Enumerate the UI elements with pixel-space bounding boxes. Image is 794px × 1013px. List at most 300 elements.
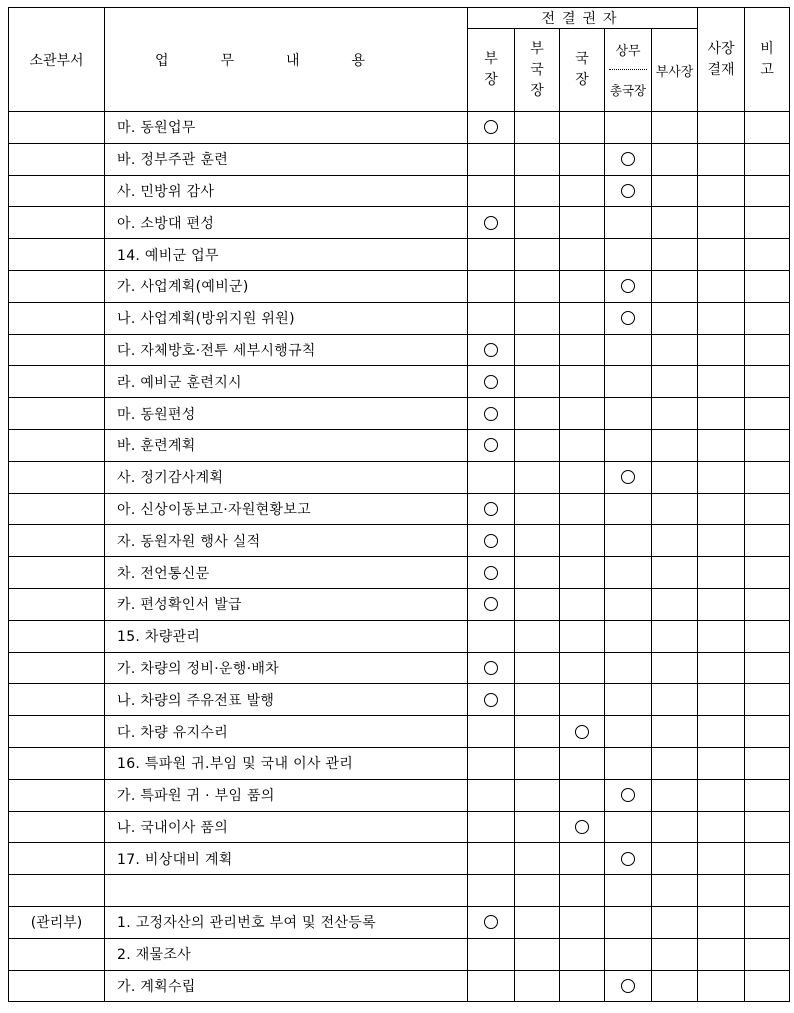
header-bu-1: 부: [484, 51, 498, 67]
mark-cell-guk: [560, 588, 605, 620]
header-bu: [468, 29, 515, 112]
table-row: [9, 175, 790, 207]
approval-circle-icon: [621, 184, 635, 198]
mark-cell-sang: [605, 143, 652, 175]
mark-cell-bu: [468, 684, 515, 716]
mark-cell-busa: [652, 843, 698, 875]
mark-cell-buguk: [515, 811, 560, 843]
approval-circle-icon: [484, 375, 498, 389]
table-row: [9, 652, 790, 684]
mark-cell-guk: [560, 684, 605, 716]
header-sangmu: 상무: [615, 43, 641, 59]
dept-cell: [9, 143, 105, 175]
dept-cell: [9, 207, 105, 239]
mark-cell-sajang: [698, 429, 745, 461]
table-row: [9, 112, 790, 144]
dept-cell: [9, 652, 105, 684]
table-row: [9, 239, 790, 271]
approval-circle-icon: [484, 534, 498, 548]
mark-cell-buguk: [515, 684, 560, 716]
mark-cell-guk: [560, 207, 605, 239]
mark-cell-busa: [652, 239, 698, 271]
mark-cell-sang: [605, 906, 652, 938]
mark-cell-sajang: [698, 970, 745, 1002]
task-cell: 가. 계획수립: [105, 970, 468, 1002]
mark-cell-buguk: [515, 112, 560, 144]
header-bu-2: 장: [484, 72, 498, 88]
dept-cell: [9, 588, 105, 620]
mark-cell-busa: [652, 747, 698, 779]
mark-cell-busa: [652, 366, 698, 398]
mark-cell-busa: [652, 875, 698, 907]
task-cell: 아. 소방대 편성: [105, 207, 468, 239]
mark-cell-guk: [560, 302, 605, 334]
header-buguk-3: 장: [530, 82, 544, 99]
mark-cell-buguk: [515, 429, 560, 461]
mark-cell-bigo: [745, 493, 790, 525]
approval-circle-icon: [484, 216, 498, 230]
task-cell: 마. 동원편성: [105, 398, 468, 430]
mark-cell-bu: [468, 875, 515, 907]
table-row: [9, 970, 790, 1002]
approval-circle-icon: [484, 343, 498, 357]
mark-cell-guk: [560, 239, 605, 271]
header-guk: [560, 29, 605, 112]
table-row: [9, 747, 790, 779]
mark-cell-busa: [652, 906, 698, 938]
mark-cell-buguk: [515, 906, 560, 938]
mark-cell-bu: [468, 716, 515, 748]
mark-cell-sajang: [698, 398, 745, 430]
mark-cell-sang: [605, 716, 652, 748]
mark-cell-buguk: [515, 843, 560, 875]
mark-cell-sajang: [698, 620, 745, 652]
table-row: [9, 906, 790, 938]
table-row: [9, 207, 790, 239]
task-cell: 1. 고정자산의 관리번호 부여 및 전산등록: [105, 906, 468, 938]
mark-cell-buguk: [515, 302, 560, 334]
mark-cell-guk: [560, 970, 605, 1002]
approval-circle-icon: [484, 438, 498, 452]
header-bigo-line1: 비: [760, 40, 774, 57]
task-cell: 바. 정부주관 훈련: [105, 143, 468, 175]
mark-cell-bigo: [745, 970, 790, 1002]
mark-cell-sang: [605, 334, 652, 366]
mark-cell-busa: [652, 207, 698, 239]
header-chongguk: 총국장: [609, 83, 647, 98]
mark-cell-sajang: [698, 652, 745, 684]
mark-cell-guk: [560, 398, 605, 430]
mark-cell-busa: [652, 779, 698, 811]
mark-cell-busa: [652, 557, 698, 589]
header-task: 업무내용: [105, 8, 468, 112]
table-row: [9, 938, 790, 970]
mark-cell-sajang: [698, 875, 745, 907]
approval-circle-icon: [484, 597, 498, 611]
mark-cell-sang: [605, 588, 652, 620]
table-row: [9, 461, 790, 493]
mark-cell-guk: [560, 493, 605, 525]
mark-cell-sang: [605, 875, 652, 907]
mark-cell-sang: [605, 112, 652, 144]
mark-cell-sajang: [698, 143, 745, 175]
mark-cell-bu: [468, 747, 515, 779]
approval-circle-icon: [621, 311, 635, 325]
mark-cell-buguk: [515, 143, 560, 175]
mark-cell-busa: [652, 938, 698, 970]
task-cell: 15. 차량관리: [105, 620, 468, 652]
mark-cell-bu: [468, 906, 515, 938]
header-guk-1: 국: [575, 51, 589, 67]
mark-cell-buguk: [515, 970, 560, 1002]
table-row: [9, 143, 790, 175]
mark-cell-guk: [560, 906, 605, 938]
mark-cell-bu: [468, 302, 515, 334]
mark-cell-bigo: [745, 525, 790, 557]
mark-cell-bu: [468, 779, 515, 811]
mark-cell-bu: [468, 334, 515, 366]
dept-cell: [9, 970, 105, 1002]
task-cell: 17. 비상대비 계획: [105, 843, 468, 875]
table-row: [9, 811, 790, 843]
table-row: [9, 525, 790, 557]
mark-cell-sang: [605, 270, 652, 302]
mark-cell-guk: [560, 747, 605, 779]
task-cell: 다. 자체방호·전투 세부시행규칙: [105, 334, 468, 366]
header-sajang-line1: 사장: [707, 40, 735, 57]
dept-cell: (관리부): [9, 906, 105, 938]
mark-cell-sang: [605, 779, 652, 811]
approval-circle-icon: [484, 661, 498, 675]
mark-cell-buguk: [515, 938, 560, 970]
mark-cell-sajang: [698, 334, 745, 366]
task-cell: 나. 국내이사 품의: [105, 811, 468, 843]
header-buguk-2: 국: [530, 61, 544, 78]
approval-circle-icon: [621, 852, 635, 866]
mark-cell-bigo: [745, 366, 790, 398]
mark-cell-bu: [468, 175, 515, 207]
mark-cell-bu: [468, 557, 515, 589]
table-row: [9, 716, 790, 748]
mark-cell-sang: [605, 747, 652, 779]
task-cell: 카. 편성확인서 발급: [105, 588, 468, 620]
table-row: [9, 843, 790, 875]
table-row: [9, 270, 790, 302]
dept-cell: [9, 747, 105, 779]
mark-cell-sang: [605, 684, 652, 716]
approval-circle-icon: [621, 279, 635, 293]
dept-cell: [9, 525, 105, 557]
approval-circle-icon: [484, 693, 498, 707]
task-cell: 가. 특파원 귀 · 부임 품의: [105, 779, 468, 811]
mark-cell-sajang: [698, 843, 745, 875]
mark-cell-buguk: [515, 461, 560, 493]
mark-cell-buguk: [515, 239, 560, 271]
mark-cell-busa: [652, 684, 698, 716]
table-row: [9, 366, 790, 398]
mark-cell-sang: [605, 811, 652, 843]
table-row: [9, 493, 790, 525]
dept-cell: [9, 334, 105, 366]
mark-cell-guk: [560, 334, 605, 366]
mark-cell-bigo: [745, 207, 790, 239]
task-cell: 사. 민방위 감사: [105, 175, 468, 207]
mark-cell-bigo: [745, 143, 790, 175]
mark-cell-sang: [605, 557, 652, 589]
mark-cell-bigo: [745, 716, 790, 748]
mark-cell-busa: [652, 652, 698, 684]
dept-cell: [9, 620, 105, 652]
approval-circle-icon: [484, 407, 498, 421]
mark-cell-sajang: [698, 684, 745, 716]
header-sajang: [698, 8, 745, 112]
table-row: [9, 557, 790, 589]
dept-cell: [9, 557, 105, 589]
task-cell: 자. 동원자원 행사 실적: [105, 525, 468, 557]
mark-cell-guk: [560, 143, 605, 175]
mark-cell-busa: [652, 493, 698, 525]
dept-cell: [9, 429, 105, 461]
table-row: [9, 684, 790, 716]
dept-cell: [9, 875, 105, 907]
task-cell: 나. 사업계획(방위지원 위원): [105, 302, 468, 334]
task-cell: 가. 차량의 정비·운행·배차: [105, 652, 468, 684]
mark-cell-bu: [468, 366, 515, 398]
header-guk-2: 장: [575, 72, 589, 88]
mark-cell-bigo: [745, 398, 790, 430]
mark-cell-guk: [560, 557, 605, 589]
mark-cell-busa: [652, 143, 698, 175]
mark-cell-busa: [652, 302, 698, 334]
mark-cell-bigo: [745, 652, 790, 684]
mark-cell-bu: [468, 143, 515, 175]
mark-cell-buguk: [515, 207, 560, 239]
mark-cell-bigo: [745, 747, 790, 779]
mark-cell-buguk: [515, 398, 560, 430]
task-cell: 16. 특파원 귀.부임 및 국내 이사 관리: [105, 747, 468, 779]
task-cell: 마. 동원업무: [105, 112, 468, 144]
mark-cell-bigo: [745, 270, 790, 302]
mark-cell-sang: [605, 620, 652, 652]
header-dept: 소관부서: [9, 8, 105, 112]
approval-circle-icon: [575, 820, 589, 834]
approval-circle-icon: [621, 470, 635, 484]
table-row: [9, 588, 790, 620]
mark-cell-buguk: [515, 175, 560, 207]
mark-cell-buguk: [515, 493, 560, 525]
mark-cell-busa: [652, 112, 698, 144]
mark-cell-guk: [560, 716, 605, 748]
mark-cell-sajang: [698, 207, 745, 239]
mark-cell-bu: [468, 429, 515, 461]
task-cell: 바. 훈련계획: [105, 429, 468, 461]
mark-cell-bigo: [745, 175, 790, 207]
mark-cell-buguk: [515, 525, 560, 557]
mark-cell-sang: [605, 302, 652, 334]
mark-cell-bu: [468, 811, 515, 843]
mark-cell-bigo: [745, 112, 790, 144]
mark-cell-guk: [560, 429, 605, 461]
mark-cell-bu: [468, 270, 515, 302]
header-approval-group: 전결권자: [468, 8, 698, 29]
mark-cell-bigo: [745, 588, 790, 620]
mark-cell-bu: [468, 398, 515, 430]
dept-cell: [9, 938, 105, 970]
mark-cell-sang: [605, 525, 652, 557]
mark-cell-bu: [468, 239, 515, 271]
mark-cell-guk: [560, 525, 605, 557]
mark-cell-sajang: [698, 302, 745, 334]
mark-cell-sajang: [698, 906, 745, 938]
mark-cell-buguk: [515, 270, 560, 302]
mark-cell-busa: [652, 461, 698, 493]
mark-cell-busa: [652, 334, 698, 366]
mark-cell-bu: [468, 938, 515, 970]
mark-cell-sang: [605, 843, 652, 875]
task-cell: 다. 차량 유지수리: [105, 716, 468, 748]
task-cell: 2. 재물조사: [105, 938, 468, 970]
mark-cell-sajang: [698, 747, 745, 779]
mark-cell-guk: [560, 620, 605, 652]
task-cell: 나. 차량의 주유전표 발행: [105, 684, 468, 716]
mark-cell-buguk: [515, 588, 560, 620]
header-bigo-line2: 고: [760, 61, 774, 78]
mark-cell-sang: [605, 175, 652, 207]
mark-cell-bu: [468, 843, 515, 875]
header-sangmu-chongguk: [605, 29, 652, 112]
mark-cell-sajang: [698, 461, 745, 493]
header-bigo: [745, 8, 790, 112]
dept-cell: [9, 811, 105, 843]
mark-cell-bigo: [745, 461, 790, 493]
task-cell: 가. 사업계획(예비군): [105, 270, 468, 302]
mark-cell-bigo: [745, 811, 790, 843]
mark-cell-sajang: [698, 588, 745, 620]
mark-cell-bu: [468, 970, 515, 1002]
mark-cell-bigo: [745, 429, 790, 461]
mark-cell-bigo: [745, 843, 790, 875]
mark-cell-buguk: [515, 557, 560, 589]
mark-cell-bigo: [745, 239, 790, 271]
mark-cell-bu: [468, 588, 515, 620]
mark-cell-guk: [560, 875, 605, 907]
mark-cell-sang: [605, 938, 652, 970]
task-cell: 14. 예비군 업무: [105, 239, 468, 271]
mark-cell-guk: [560, 811, 605, 843]
dept-cell: [9, 175, 105, 207]
mark-cell-sajang: [698, 779, 745, 811]
mark-cell-sang: [605, 366, 652, 398]
table-row: [9, 429, 790, 461]
table-row: [9, 875, 790, 907]
table-row: [9, 620, 790, 652]
mark-cell-sajang: [698, 366, 745, 398]
mark-cell-bigo: [745, 334, 790, 366]
approval-circle-icon: [621, 979, 635, 993]
mark-cell-sajang: [698, 557, 745, 589]
mark-cell-sajang: [698, 175, 745, 207]
mark-cell-sajang: [698, 525, 745, 557]
mark-cell-guk: [560, 112, 605, 144]
mark-cell-busa: [652, 811, 698, 843]
mark-cell-guk: [560, 843, 605, 875]
mark-cell-guk: [560, 652, 605, 684]
approval-circle-icon: [484, 566, 498, 580]
mark-cell-bu: [468, 461, 515, 493]
mark-cell-sajang: [698, 493, 745, 525]
approval-circle-icon: [484, 915, 498, 929]
mark-cell-busa: [652, 525, 698, 557]
mark-cell-guk: [560, 938, 605, 970]
header-buguk-1: 부: [530, 40, 544, 57]
task-cell: 차. 전언통신문: [105, 557, 468, 589]
mark-cell-busa: [652, 620, 698, 652]
dept-cell: [9, 302, 105, 334]
mark-cell-sang: [605, 652, 652, 684]
mark-cell-guk: [560, 461, 605, 493]
mark-cell-buguk: [515, 620, 560, 652]
mark-cell-buguk: [515, 875, 560, 907]
mark-cell-sajang: [698, 270, 745, 302]
table-row: [9, 334, 790, 366]
dept-cell: [9, 270, 105, 302]
dept-cell: [9, 398, 105, 430]
mark-cell-sajang: [698, 112, 745, 144]
mark-cell-sajang: [698, 811, 745, 843]
mark-cell-bu: [468, 207, 515, 239]
mark-cell-bigo: [745, 557, 790, 589]
approval-circle-icon: [621, 152, 635, 166]
mark-cell-bigo: [745, 620, 790, 652]
mark-cell-bu: [468, 652, 515, 684]
mark-cell-busa: [652, 429, 698, 461]
mark-cell-busa: [652, 970, 698, 1002]
approval-authority-table: [8, 7, 790, 1002]
mark-cell-bu: [468, 620, 515, 652]
dept-cell: [9, 239, 105, 271]
task-cell: 사. 정기감사계획: [105, 461, 468, 493]
mark-cell-buguk: [515, 747, 560, 779]
mark-cell-bigo: [745, 938, 790, 970]
header-sajang-line2: 결재: [707, 61, 735, 78]
mark-cell-guk: [560, 270, 605, 302]
table-row: [9, 302, 790, 334]
task-cell: [105, 875, 468, 907]
mark-cell-sang: [605, 239, 652, 271]
header-busajang: 부사장: [652, 29, 698, 112]
mark-cell-busa: [652, 398, 698, 430]
approval-circle-icon: [621, 788, 635, 802]
mark-cell-busa: [652, 588, 698, 620]
approval-circle-icon: [575, 725, 589, 739]
mark-cell-busa: [652, 175, 698, 207]
mark-cell-sajang: [698, 239, 745, 271]
task-cell: 라. 예비군 훈련지시: [105, 366, 468, 398]
table-row: [9, 398, 790, 430]
dept-cell: [9, 112, 105, 144]
mark-cell-guk: [560, 779, 605, 811]
mark-cell-sang: [605, 398, 652, 430]
mark-cell-buguk: [515, 652, 560, 684]
mark-cell-buguk: [515, 779, 560, 811]
dept-cell: [9, 493, 105, 525]
table-row: [9, 779, 790, 811]
mark-cell-sang: [605, 970, 652, 1002]
mark-cell-busa: [652, 270, 698, 302]
mark-cell-busa: [652, 716, 698, 748]
mark-cell-sang: [605, 461, 652, 493]
mark-cell-buguk: [515, 716, 560, 748]
